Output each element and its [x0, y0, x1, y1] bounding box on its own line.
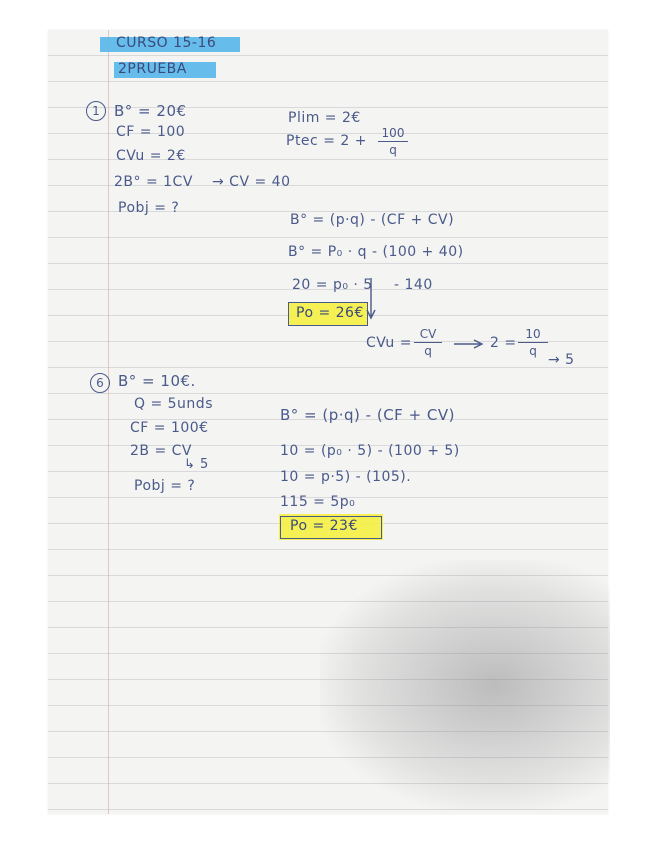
ex6-result: Po = 23€: [290, 518, 358, 534]
ex1-line-b: B° = 20€: [114, 102, 187, 120]
ex6-line-b: B° = 10€.: [118, 372, 196, 390]
ex6-line-cv-sub: ↳ 5: [184, 457, 209, 472]
test-title: 2PRUEBA: [118, 61, 187, 77]
ex1-ptec: Ptec = 2 +: [286, 133, 367, 149]
ex1-eq2: B° = P₀ · q - (100 + 40): [288, 244, 464, 260]
ex1-down-arrow: [367, 278, 377, 318]
ex1-cvu-fraction: [414, 327, 442, 358]
ex6-eq2: 10 = (p₀ · 5) - (100 + 5): [280, 443, 460, 459]
ex6-line-pobj: Pobj = ?: [134, 478, 196, 494]
ex1-ptec-fraction: [378, 126, 408, 157]
ex1-eq3-right: - 140: [394, 277, 433, 293]
ex1-cvu-rhs-den: q: [529, 344, 537, 358]
ex1-plim: Plim = 2€: [288, 110, 361, 126]
ex1-cvu-label: CVu =: [366, 335, 412, 351]
ex6-eq1: B° = (p·q) - (CF + CV): [280, 406, 456, 424]
ex6-eq4: 115 = 5p₀: [280, 494, 356, 510]
ex1-cvu-rhs: 2 =: [490, 335, 517, 351]
ex6-line-q: Q = 5unds: [134, 396, 213, 412]
ex1-ptec-den: q: [389, 143, 397, 157]
ex6-eq3: 10 = p·5) - (105).: [280, 469, 412, 485]
ex6-line-cf: CF = 100€: [130, 420, 209, 436]
ex1-result: Po = 26€: [296, 305, 364, 321]
ex1-right-arrow: [454, 339, 484, 349]
ex1-line-cv: → CV = 40: [212, 174, 291, 190]
ex1-line-pobj: Pobj = ?: [118, 200, 180, 216]
margin-line: [108, 30, 109, 814]
ex1-line-cvu: CVu = 2€: [116, 148, 186, 164]
ex1-line-cf: CF = 100: [116, 124, 186, 140]
ex1-cvu-den: q: [424, 344, 432, 358]
ex1-cvu-result: → 5: [548, 352, 575, 368]
ex1-ptec-num: 100: [381, 126, 405, 140]
exercise-number-6: 6: [90, 373, 110, 393]
photo-shadow: [320, 560, 610, 810]
ex1-cvu-rhs-fraction: [518, 327, 548, 358]
ex1-cvu-num: CV: [419, 327, 437, 341]
ex6-line-2b: 2B = CV: [130, 443, 192, 459]
course-title: CURSO 15-16: [116, 35, 217, 51]
ex1-line-2b: 2B° = 1CV: [114, 174, 193, 190]
exercise-number-1: 1: [86, 101, 106, 121]
ex1-cvu-rhs-num: 10: [525, 327, 541, 341]
ex1-eq1: B° = (p·q) - (CF + CV): [290, 212, 455, 228]
ex1-eq3-left: 20 = p₀ · 5: [292, 277, 373, 293]
